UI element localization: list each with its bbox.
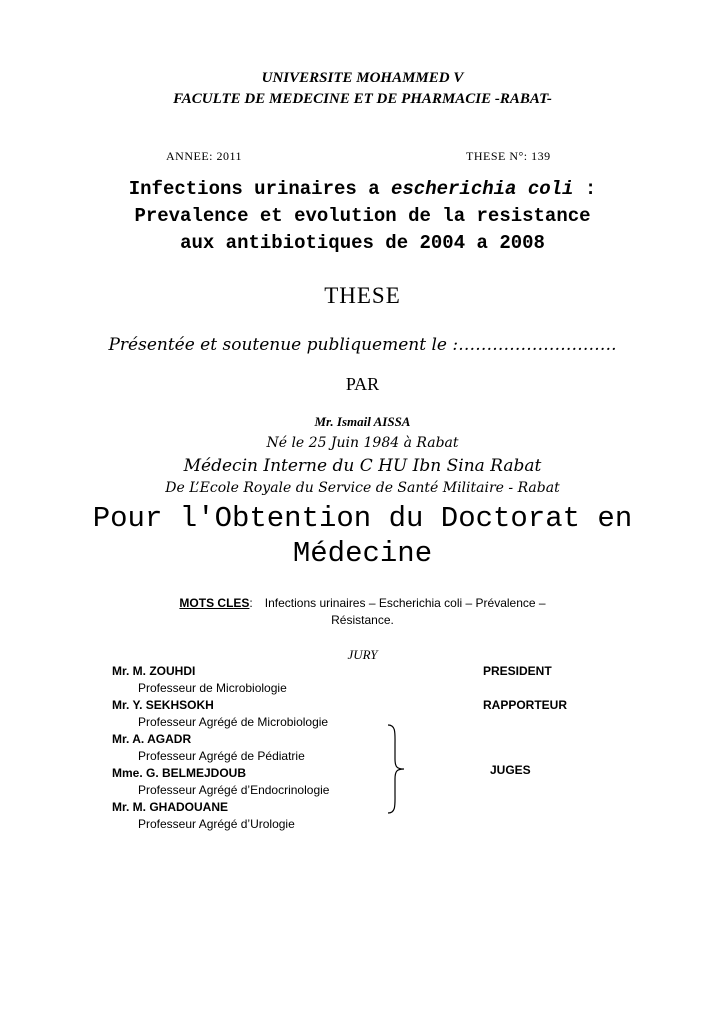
these-heading: THESE (324, 283, 401, 308)
title-colon: : (573, 178, 597, 200)
jury-member-name: Mr. Y. SEKHSOKH (112, 698, 214, 712)
keywords-line-2: Résistance. (331, 613, 394, 627)
jury-member-name: Mme. G. BELMEJDOUB (112, 766, 247, 780)
role-juges: JUGES (490, 763, 531, 777)
author-school: De L’Ecole Royale du Service de Santé Militaire - Rabat (165, 480, 560, 496)
obtention-line-2: Médecine (292, 537, 433, 570)
jury-member-title: Professeur de Microbiologie (138, 681, 287, 695)
jury-member-name: Mr. M. GHADOUANE (112, 800, 229, 814)
role-president: PRESIDENT (483, 664, 552, 678)
keywords-text: Infections urinaires – Escherichia coli – Prévalence – (264, 596, 546, 610)
thesis-number: THESE N°: 139 (466, 149, 551, 163)
keywords-colon: : (249, 596, 253, 610)
jury-member-name: Mr. M. ZOUHDI (112, 664, 196, 678)
jury-member-title: Professeur Agrégé de Microbiologie (138, 715, 329, 729)
title-italic-text: escherichia coli (391, 178, 574, 200)
jury-member-title: Professeur Agrégé de Pédiatrie (138, 749, 305, 763)
thesis-title-line-3: aux antibiotiques de 2004 a 2008 (180, 232, 545, 254)
thesis-title-line-2: Prevalence et evolution de la resistance (134, 205, 591, 227)
author-role: Médecin Interne du C HU Ibn Sina Rabat (183, 456, 542, 476)
university-name: UNIVERSITE MOHAMMED V (261, 70, 464, 86)
keywords-line-1 (0, 596, 725, 610)
author-birth: Né le 25 Juin 1984 à Rabat (266, 435, 459, 451)
jury-member-name: Mr. A. AGADR (112, 732, 192, 746)
keywords-label: MOTS CLES (179, 596, 250, 610)
role-rapporteur: RAPPORTEUR (483, 698, 568, 712)
jury-heading: JURY (347, 647, 378, 662)
obtention-line-1: Pour l'Obtention du Doctorat en (92, 502, 633, 535)
par-label: PAR (345, 374, 380, 394)
faculty-name: FACULTE DE MEDECINE ET DE PHARMACIE -RABAT- (173, 91, 552, 107)
thesis-title-line-1 (0, 178, 725, 200)
juges-brace (384, 723, 408, 815)
jury-member-title: Professeur Agrégé d’Endocrinologie (138, 783, 330, 797)
year-label: ANNEE: 2011 (166, 149, 243, 163)
presentation-line: Présentée et soutenue publiquement le :………………………. (108, 335, 617, 355)
author-name: Mr. Ismail AISSA (314, 414, 411, 429)
jury-member-title: Professeur Agrégé d’Urologie (138, 817, 295, 831)
title-text: Infections urinaires a (128, 178, 391, 200)
brace-stroke (388, 725, 404, 813)
